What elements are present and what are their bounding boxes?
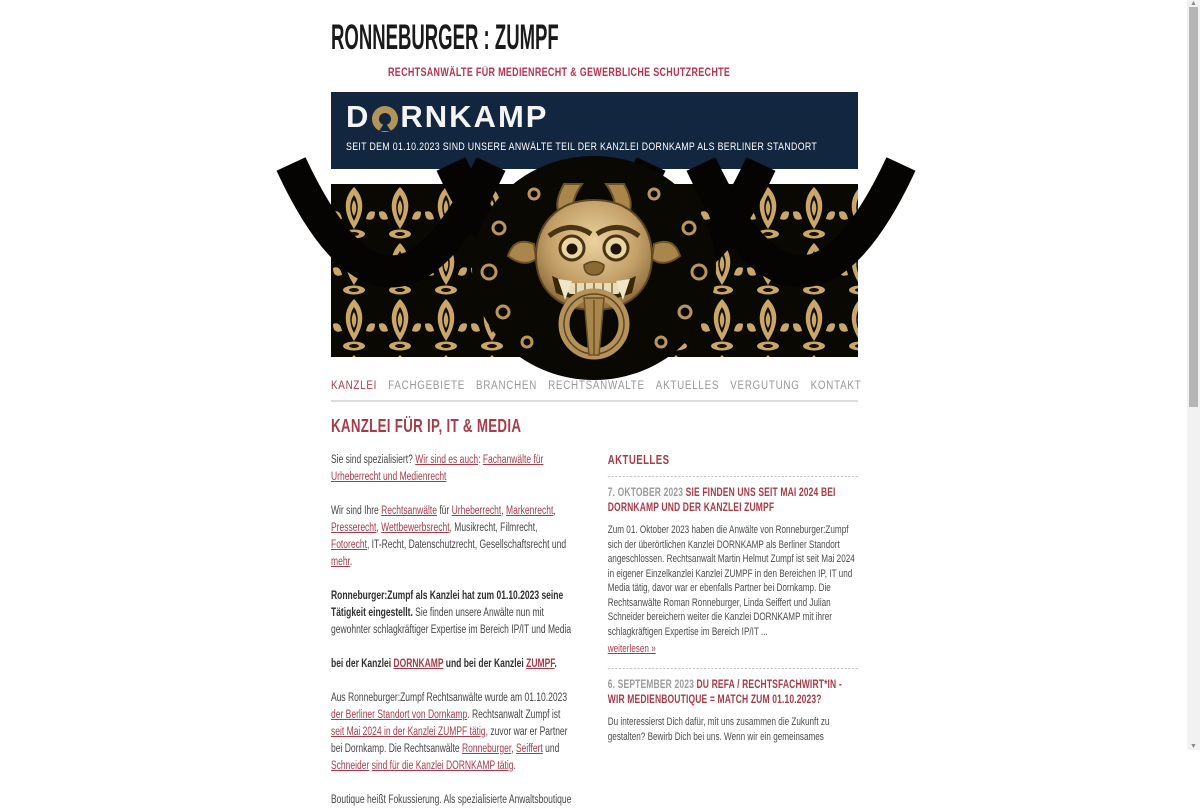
nav-item[interactable]: BRANCHEN (476, 380, 538, 392)
paragraph (331, 656, 576, 673)
news-date: 7. OKTOBER 2023 (607, 487, 684, 499)
nav-item[interactable]: VERGÜTUNG (730, 380, 800, 392)
paragraph (331, 690, 576, 775)
text-segment: Du interessierst Dich dafür, mit uns zusammen die Zukunft zu gestalten? Bewirb Dich bei uns. Wenn wir ein gemeinsames (607, 716, 830, 743)
news-title: SIE FINDEN UNS SEIT MAI 2024 BEI DORNKAMP UND DER KANZLEI ZUMPF (607, 487, 836, 514)
text-segment: , Musikrecht, Filmrecht, (449, 522, 538, 534)
divider (608, 476, 858, 477)
text-segment: Boutique heißt Fokussierung. Als spezialisierte Anwaltsboutique (331, 794, 572, 806)
news-item-title-link[interactable] (608, 678, 858, 708)
text-link[interactable]: Fotorecht (331, 539, 367, 551)
text-link[interactable]: Urheberrecht (451, 505, 502, 517)
news-item-title-link[interactable] (608, 486, 858, 516)
page-content (331, 0, 862, 809)
text-segment: und (542, 743, 560, 755)
text-segment: . (513, 760, 516, 772)
thai-demon-knocker-illustration (331, 184, 858, 357)
scrollbar[interactable] (1187, 0, 1200, 750)
news-excerpt (608, 523, 858, 639)
text-segment: Ronneburger:Zumpf als Kanzlei hat zum 01.10.2023 seine Tätigkeit eingestellt. (331, 590, 564, 619)
divider (608, 668, 858, 669)
read-more-link[interactable]: weiterlesen » (607, 643, 656, 655)
text-link[interactable]: Wettbewerbsrecht (381, 522, 450, 534)
text-segment: . Rechtsanwalt Zumpf ist (467, 709, 561, 721)
text-segment: , (501, 505, 507, 517)
text-link[interactable]: mehr (331, 556, 350, 568)
text-link[interactable]: Fachanwälte für Urheberrecht und Medienrecht (331, 454, 544, 483)
news-sidebar (608, 452, 858, 809)
site-logo[interactable]: RONNEBURGER : ZUMPF (331, 18, 559, 57)
text-link[interactable]: seit Mai 2024 in der Kanzlei ZUMPF tätig (331, 726, 486, 738)
main-text-column (331, 452, 576, 809)
text-link[interactable]: Rechtsanwälte (381, 505, 437, 517)
paragraph (331, 503, 576, 571)
nav-divider (331, 400, 858, 402)
nav-item[interactable]: RECHTSANWÄLTE (548, 380, 645, 392)
scroll-down-arrow-icon[interactable]: ▼ (1190, 743, 1197, 750)
banner-subtitle: SEIT DEM 01.10.2023 SIND UNSERE ANWÄLTE TEIL DER KANZLEI DORNKAMP ALS BERLINER STANDORT (346, 141, 818, 153)
dornkamp-o-icon (372, 106, 398, 132)
text-link[interactable]: der Berliner Standort von Dornkamp (331, 709, 468, 721)
nav-item[interactable]: AKTUELLES (655, 380, 720, 392)
scroll-up-arrow-icon[interactable]: ▲ (1190, 0, 1197, 7)
text-segment: , zuvor war er Partner bei Dornkamp. Die Rechtsanwälte (331, 726, 568, 755)
dornkamp-logo-d: D (346, 99, 371, 134)
text-segment: bei der Kanzlei (331, 658, 394, 670)
news-date: 6. SEPTEMBER 2023 (607, 679, 694, 691)
text-link[interactable]: Presserecht (331, 522, 377, 534)
text-link[interactable]: Seiffert (515, 743, 543, 755)
text-segment: für (436, 505, 452, 517)
text-segment: Sie sind spezialisiert? (331, 454, 416, 466)
dornkamp-logo (346, 99, 844, 134)
text-link[interactable]: Markenrecht (506, 505, 554, 517)
text-link[interactable]: Wir sind es auch (415, 454, 479, 466)
news-item (608, 486, 858, 669)
text-link[interactable]: Ronneburger (462, 743, 512, 755)
text-segment: , (376, 522, 382, 534)
paragraph (331, 452, 576, 486)
nav-item[interactable]: KONTAKT (810, 380, 862, 392)
news-item (608, 678, 858, 744)
dornkamp-logo-rest: RNKAMP (400, 99, 549, 134)
text-segment: , (553, 505, 556, 517)
nav-item[interactable]: KANZLEI (331, 380, 378, 392)
text-segment: Aus Ronneburger:Zumpf Rechtsanwälte wurde am 01.10.2023 (331, 692, 568, 704)
text-segment: angeschlossen. Rechtsanwalt Martin Helmut Zumpf ist seit Mai 2024 in eigener Einzelkanzlei Kanzlei ZUMPF in den Bereichen IP, IT und Media tätig, davor war er ebenfalls Partner bei Dornkamp. Die Rechtsanwälte Roman Ronneburger, Linda Seiffert und Julian Schneider bereichern weiter die Kanzlei DORNKAMP mit ihrer schlagkräftigen Expertise im Bereich IP/IT ... (607, 553, 855, 638)
text-link[interactable]: sind für die Kanzlei DORNKAMP tätig (371, 760, 514, 772)
text-segment: und bei der Kanzlei (443, 658, 527, 670)
text-segment: Zum 01. Oktober 2023 haben die Anwälte von Ronneburger:Zumpf sich der überörtlichen Kanzlei DORNKAMP als Berliner Standort (607, 524, 849, 551)
paragraph (331, 588, 576, 639)
text-link[interactable]: DORNKAMP (393, 658, 444, 670)
site-tagline: RECHTSANWÄLTE FÜR MEDIENRECHT & GEWERBLICHE SCHUTZRECHTE (388, 67, 731, 79)
text-segment: Wir sind Ihre (331, 505, 382, 517)
news-excerpt (608, 715, 858, 744)
text-segment: . (349, 556, 353, 568)
nav-item[interactable]: FACHGEBIETE (388, 380, 466, 392)
text-segment: Sie finden unsere Anwälte nun mit gewohnter schlagkräftiger Expertise im Bereich IP/IT und Media (331, 607, 572, 636)
page-title: KANZLEI FÜR IP, IT & MEDIA (331, 416, 522, 436)
hero-image (331, 184, 858, 357)
paragraph (331, 792, 576, 809)
text-segment: , (511, 743, 516, 755)
scrollbar-thumb[interactable] (1189, 7, 1198, 407)
text-segment: . (554, 658, 557, 670)
text-link[interactable]: ZUMPF (526, 658, 555, 670)
text-segment: , IT-Recht, Datenschutzrecht, Gesellschaftsrecht und (366, 539, 567, 551)
news-heading: AKTUELLES (607, 452, 670, 467)
news-title: DU REFA / RECHTSFACHWIRT*IN - WIR MEDIENBOUTIQUE = MATCH ZUM 01.10.2023? (607, 679, 842, 706)
main-navigation (331, 380, 862, 392)
text-segment: : (478, 454, 483, 466)
text-link[interactable]: Schneider (331, 760, 370, 772)
